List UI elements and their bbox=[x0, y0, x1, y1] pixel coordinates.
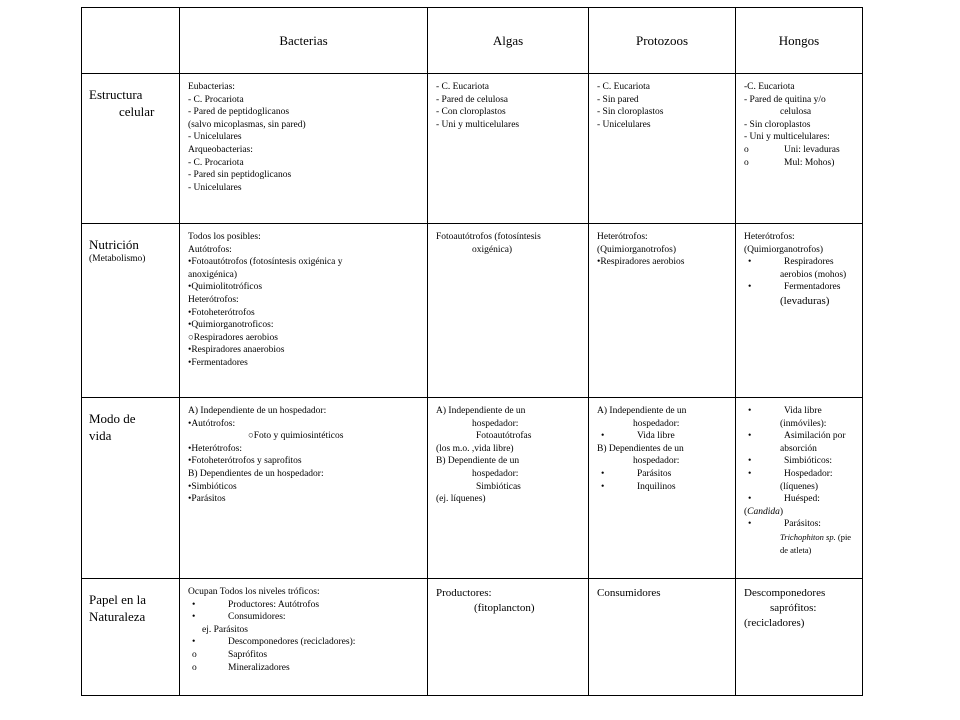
cell-nutricion-algas: Fotoautótrofos (fotosíntesis oxigénica) bbox=[428, 224, 589, 398]
list-item: • Descomponedores (recicladores): bbox=[188, 636, 423, 649]
bullet-icon: • bbox=[748, 519, 752, 530]
bullet-icon: • bbox=[748, 257, 752, 268]
cell-modo-bacterias: A) Independiente de un hospedador: •Autótrofos: ○Foto y quimiosintéticos •Heterótrofos: •Fotoheterótrofos y saprofitos B) Dependientes de un hospedador: •Simbióticos •Parásitos bbox=[180, 398, 428, 579]
list-item: • Consumidores: bbox=[188, 611, 423, 624]
cell-nutricion-bacterias: Todos los posibles: Autótrofos: •Fotoautótrofos (fotosíntesis oxigénica y anoxigénica) •Quimiolitotróficos Heterótrofos: •Fotoheterótrofos •Quimiorganotroficos: ○Respiradores aerobios •Respiradores anaerobios •Fermentadores bbox=[180, 224, 428, 398]
bullet-icon: • bbox=[748, 282, 752, 293]
list-item: Fotoautótrofas bbox=[476, 431, 532, 442]
header-protozoos: Protozoos bbox=[589, 8, 736, 74]
list-item: • Respiradores bbox=[744, 256, 858, 269]
bullet-icon: • bbox=[601, 468, 605, 479]
bullet-icon: • bbox=[601, 431, 605, 442]
cell-estructura-algas: - C. Eucariota - Pared de celulosa - Con cloroplastos - Uni y multicelulares bbox=[428, 74, 589, 224]
row-estructura-celular bbox=[82, 74, 863, 224]
list-item: • Parásitos: bbox=[744, 518, 858, 531]
list-item: • Vida libre bbox=[597, 430, 731, 443]
list-item: • Productores: Autótrofos bbox=[188, 599, 423, 612]
list-item: • Inquilinos bbox=[597, 481, 731, 494]
list-item: • Huésped: bbox=[744, 493, 858, 506]
microorganism-comparison-table bbox=[81, 7, 863, 696]
cell-papel-protozoos: Consumidores bbox=[589, 579, 736, 696]
bullet-icon: • bbox=[192, 637, 196, 648]
header-hongos: Hongos bbox=[736, 8, 863, 74]
row-papel-naturaleza bbox=[82, 579, 863, 696]
bullet-icon: • bbox=[748, 494, 752, 505]
list-item: o Mul: Mohos) bbox=[744, 157, 835, 168]
list-item: • Hospedador: bbox=[744, 468, 858, 481]
circle-bullet-icon: o bbox=[192, 649, 197, 660]
bullet-icon: • bbox=[601, 481, 605, 492]
row-label-nutricion: Nutrición (Metabolismo) bbox=[82, 224, 180, 398]
row-label-papel: Papel en la Naturaleza bbox=[82, 579, 180, 696]
bullet-icon: • bbox=[748, 468, 752, 479]
bullet-icon: • bbox=[748, 456, 752, 467]
cell-nutricion-protozoos: Heterótrofos: (Quimiorganotrofos) •Respiradores aerobios bbox=[589, 224, 736, 398]
cell-papel-bacterias: Ocupan Todos los niveles tróficos: • Productores: Autótrofos • Consumidores: ej. Parásitos • Descomponedores (recicladores): o Saprófitos o Mineralizadores bbox=[180, 579, 428, 696]
header-row bbox=[82, 8, 863, 74]
corner-cell bbox=[82, 8, 180, 74]
cell-estructura-bacterias: Eubacterias: - C. Procariota - Pared de peptidoglicanos (salvo micoplasmas, sin pared) - Unicelulares Arqueobacterias: - C. Procariota - Pared sin peptidoglicanos - Unicelulares bbox=[180, 74, 428, 224]
list-item: o Mineralizadores bbox=[188, 662, 423, 675]
list-item: • Vida libre bbox=[744, 405, 858, 418]
row-label-modo: Modo de vida bbox=[82, 398, 180, 579]
cell-estructura-protozoos: - C. Eucariota - Sin pared - Sin cloroplastos - Unicelulares bbox=[589, 74, 736, 224]
cell-papel-algas: Productores: (fitoplancton) bbox=[428, 579, 589, 696]
cell-modo-algas: A) Independiente de un hospedador: Fotoautótrofas (los m.o. ,vida libre) B) Dependiente de un hospedador: Simbióticas (ej. líquenes) bbox=[428, 398, 589, 579]
circle-bullet-icon: o bbox=[744, 157, 749, 168]
list-item: o Saprófitos bbox=[188, 649, 423, 662]
list-item: o Uni: levaduras bbox=[744, 144, 840, 155]
circle-bullet-icon: o bbox=[192, 662, 197, 673]
list-item: Simbióticas bbox=[476, 481, 521, 492]
bullet-icon: • bbox=[192, 599, 196, 610]
row-modo-de-vida bbox=[82, 398, 863, 579]
cell-papel-hongos: Descomponedores saprófitos: (recicladores) bbox=[736, 579, 863, 696]
cell-estructura-hongos: -C. Eucariota - Pared de quitina y/o celulosa - Sin cloroplastos - Uni y multicelulares: o Uni: levaduras o Mul: Mohos) bbox=[736, 74, 863, 224]
cell-modo-protozoos: A) Independiente de un hospedador: • Vida libre B) Dependientes de un hospedador: • Parásitos • Inquilinos bbox=[589, 398, 736, 579]
list-item: • Simbióticos: bbox=[744, 455, 858, 468]
list-item: • Parásitos bbox=[597, 468, 731, 481]
cell-modo-hongos: • Vida libre (inmóviles): • Asimilación por absorción • Simbióticos: • Hospedador: (líquenes) • Huésped: (Candida) • Parásitos: Trichophiton sp. (pie de atleta) bbox=[736, 398, 863, 579]
row-nutricion bbox=[82, 224, 863, 398]
list-item: • Asimilación por bbox=[744, 430, 858, 443]
bullet-icon: • bbox=[748, 406, 752, 416]
bullet-icon: • bbox=[748, 431, 752, 442]
row-label-estructura: Estructura celular bbox=[82, 74, 180, 224]
circle-bullet-icon: o bbox=[744, 144, 749, 155]
list-item: • Fermentadores bbox=[744, 281, 858, 294]
header-algas: Algas bbox=[428, 8, 589, 74]
cell-nutricion-hongos: Heterótrofos: (Quimiorganotrofos) • Respiradores aerobios (mohos) • Fermentadores (levaduras) bbox=[736, 224, 863, 398]
bullet-icon: • bbox=[192, 612, 196, 623]
header-bacterias: Bacterias bbox=[180, 8, 428, 74]
